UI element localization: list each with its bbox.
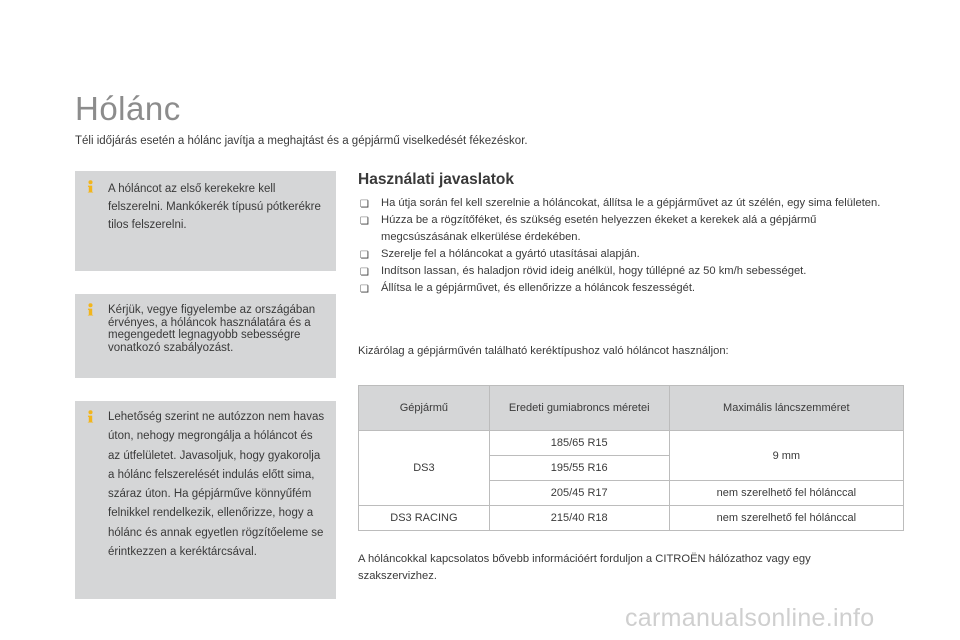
checkbox-bullet-icon: ❏	[360, 250, 369, 261]
info-box-front-wheels	[75, 171, 336, 271]
info-icon	[82, 408, 99, 425]
vehicle-cell: DS3	[359, 431, 490, 506]
info-box-text: A hóláncot az első kerekekre kell felszerelni. Mankókerék típusú pótkerékre tilos felszerelni.	[108, 183, 321, 231]
usage-heading: Használati javaslatok	[358, 171, 514, 188]
list-item-text: Indítson lassan, és haladjon rövid ideig anélkül, hogy túllépné az 50 km/h sebességet.	[381, 265, 807, 277]
chain-link-cell: nem szerelhető fel hólánccal	[669, 481, 903, 506]
list-item	[358, 212, 898, 246]
info-box-regulations	[75, 294, 336, 378]
intro-text: Téli időjárás esetén a hólánc javítja a meghajtást és a gépjármű viselkedését fékezéskor.	[75, 135, 528, 147]
info-icon	[82, 178, 99, 195]
vehicle-cell: DS3 RACING	[359, 506, 490, 531]
footer-note: A hóláncokkal kapcsolatos bővebb információért forduljon a CITROËN hálózathoz vagy egy szakszervizhez.	[358, 553, 811, 582]
list-item	[358, 263, 898, 280]
info-box-driving-advice	[75, 401, 336, 599]
table-row	[359, 506, 904, 531]
list-item	[358, 280, 898, 297]
checkbox-bullet-icon: ❏	[360, 284, 369, 295]
table-row	[359, 431, 904, 456]
info-box-text: Kérjük, vegye figyelembe az országában érvényes, a hóláncok használatára és a megengedett legnagyobb sebességre vonatkozó szabályozást.	[108, 304, 316, 354]
list-item-text: Ha útja során fel kell szerelnie a hóláncokat, állítsa le a gépjárművet az út szélén, egy sima felületen.	[381, 197, 881, 209]
list-item	[358, 246, 898, 263]
watermark: carmanualsonline.info	[625, 604, 875, 632]
checkbox-bullet-icon: ❏	[360, 216, 369, 227]
table-intro-text: Kizárólag a gépjárművén található keréktípushoz való hóláncot használjon:	[358, 345, 729, 357]
tire-size-cell: 205/45 R17	[489, 481, 669, 506]
info-icon	[82, 301, 99, 318]
list-item-text: Húzza be a rögzítőféket, és szükség esetén helyezzen ékeket a kerekek alá a gépjármű megcsúszásának elkerülése érdekében.	[381, 214, 817, 243]
tire-size-cell: 195/55 R16	[489, 456, 669, 481]
chain-link-cell: nem szerelhető fel hólánccal	[669, 506, 903, 531]
list-item-text: Szerelje fel a hóláncokat a gyártó utasításai alapján.	[381, 248, 640, 260]
list-item	[358, 195, 898, 212]
tire-chain-table	[358, 385, 904, 531]
page-title: Hólánc	[75, 90, 181, 127]
chain-link-cell: 9 mm	[669, 431, 903, 481]
info-box-text: Lehetőség szerint ne autózzon nem havas úton, nehogy megrongálja a hóláncot és az útfelületet. Javasoljuk, hogy gyakorolja a hólánc felszerelését indulás előtt sima, száraz úton. Ha gépjárműve könnyűfém felnikkel rendelkezik, ellenőrizze, hogy a hólánc és annak egyetlen rögzítőeleme se érintkezzen a keréktárcsával.	[108, 411, 325, 559]
checkbox-bullet-icon: ❏	[360, 267, 369, 278]
tire-size-cell: 185/65 R15	[489, 431, 669, 456]
list-item-text: Állítsa le a gépjárművet, és ellenőrizze a hóláncok feszességét.	[381, 282, 696, 294]
column-header-chain-link: Maximális láncszemméret	[669, 386, 903, 431]
usage-list	[358, 195, 898, 297]
column-header-tire-size: Eredeti gumiabroncs méretei	[489, 386, 669, 431]
tire-size-cell: 215/40 R18	[489, 506, 669, 531]
checkbox-bullet-icon: ❏	[360, 199, 369, 210]
column-header-vehicle: Gépjármű	[359, 386, 490, 431]
table-header-row	[359, 386, 904, 431]
